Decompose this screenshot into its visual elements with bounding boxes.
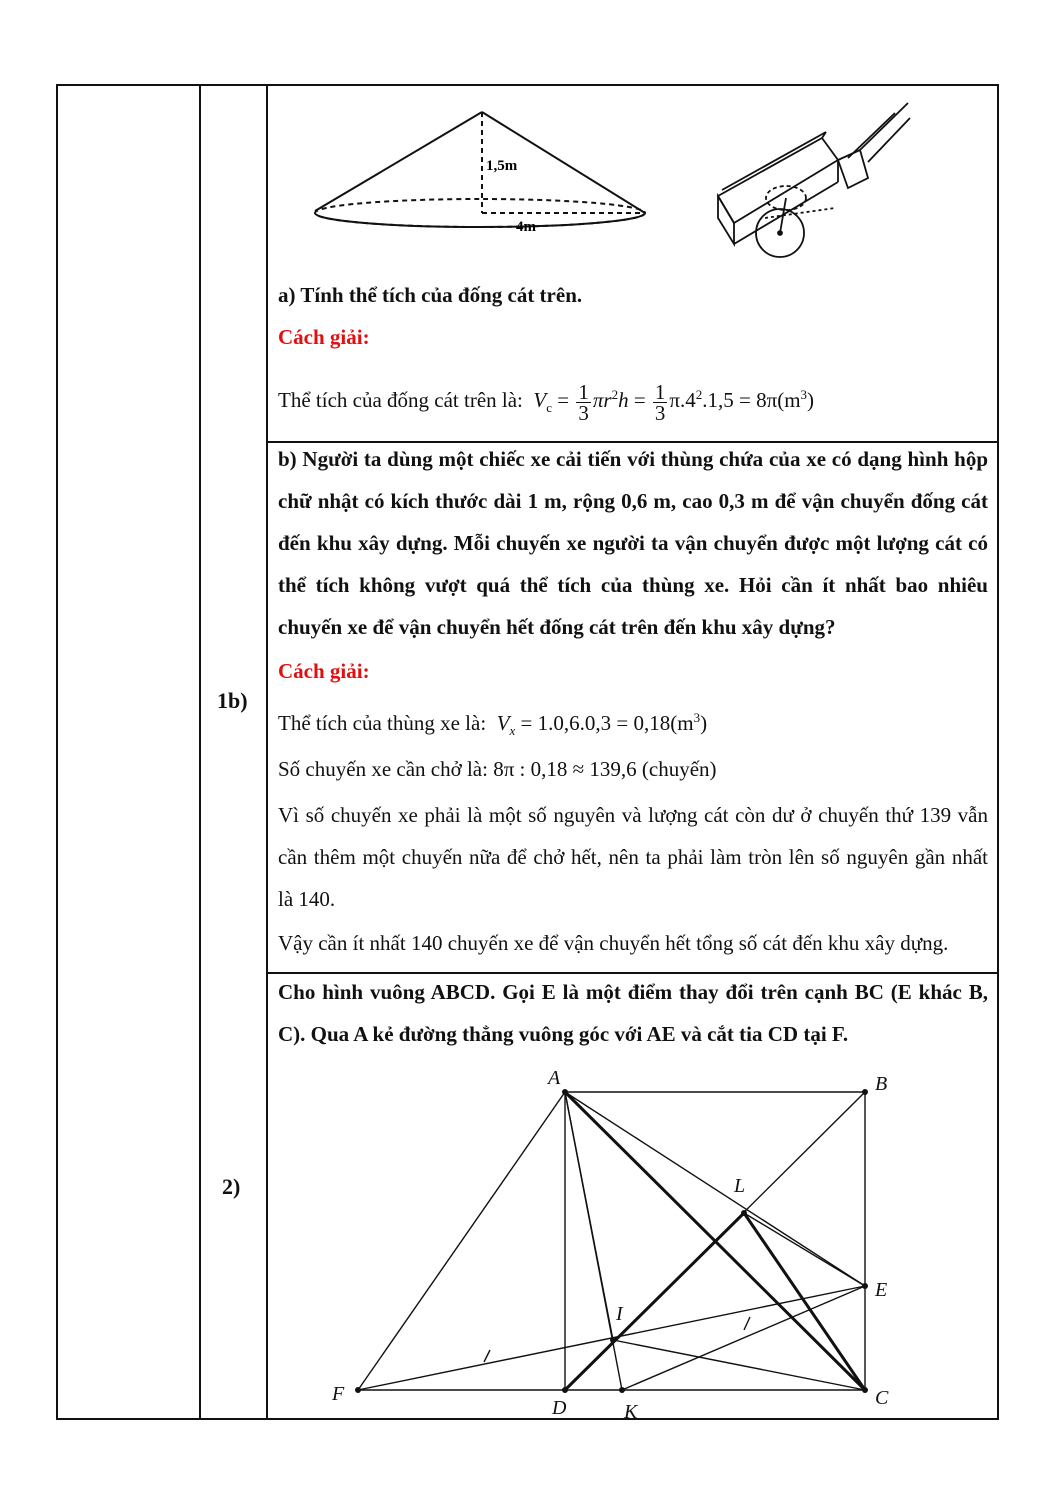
row-label-1b: 1b) <box>217 688 248 713</box>
answer-a-prefix: Thể tích của đống cát trên là: <box>278 388 523 412</box>
point-L-label: L <box>734 1175 746 1197</box>
cone-figure <box>300 100 660 240</box>
question-b-line-1: b) Người ta dùng một chiếc xe cải tiến với thùng chứa của xe có dạng hình hộp <box>278 447 988 471</box>
conclusion-line: Vậy cần ít nhất 140 chuyến xe để vận chuyển hết tổng số cát đến khu xây dựng. <box>278 931 949 955</box>
question-b-line-5: chuyến xe để vận chuyển hết đống cát trên đến khu xây dựng? <box>278 615 836 639</box>
point-E-label: E <box>875 1279 888 1301</box>
question-2: Cho hình vuông ABCD. Gọi E là một điểm thay đổi trên cạnh BC (E khác B, C). Qua A kẻ đường thẳng vuông góc với AE và cắt tia CD tại F. <box>278 980 988 1046</box>
column-divider-2 <box>266 86 268 1418</box>
cone-radius-label: 4m <box>516 219 536 235</box>
point-K-label: K <box>624 1401 638 1420</box>
point-D-label: D <box>552 1397 567 1419</box>
column-divider-1 <box>199 86 201 1418</box>
solution-heading-b: Cách giải: <box>278 659 370 683</box>
solution-heading-a: Cách giải: <box>278 325 370 349</box>
question-b-line-3: đến khu xây dựng. Mỗi chuyến xe người ta vận chuyển được một lượng cát có <box>278 531 988 555</box>
question-b-line-2: chữ nhật có kích thước dài 1 m, rộng 0,6 m, cao 0,3 m để vận chuyển đống cát <box>278 489 988 513</box>
volume-line-b: Thể tích của thùng xe là: $V_x = 1.0,6.0,3 = 0,18(m^3)$ <box>278 710 708 739</box>
cart-figure <box>710 98 920 268</box>
geometry-figure <box>320 1060 920 1420</box>
point-B-label: B <box>875 1073 888 1095</box>
answer-a <box>278 368 814 435</box>
reason-text: Vì số chuyến xe phải là một số nguyên và lượng cát còn dư ở chuyến thứ 139 vẫn cần thêm một chuyến nữa để chở hết, nên ta phải làm tròn lên số nguyên gần nhất là 140. <box>278 803 988 911</box>
point-I-label: I <box>616 1303 623 1325</box>
trips-line: Số chuyến xe cần chở là: 8π : 0,18 ≈ 139,6 (chuyến) <box>278 757 717 781</box>
point-C-label: C <box>875 1387 889 1409</box>
row-label-2: 2) <box>222 1174 241 1199</box>
point-A-label: A <box>548 1067 561 1089</box>
volume-formula: $V_c$ = $\frac{1}{3}$ $\pi r^2h$ = $\frac{1}{3}$ $\pi.4^2.1,5 = 8\pi(m^3)$ <box>533 379 815 425</box>
cone-height-label: 1,5m <box>486 158 518 174</box>
question-b-line-4: thể tích không vượt quá thể tích của thùng xe. Hỏi cần ít nhất bao nhiêu <box>278 573 988 597</box>
question-b <box>278 438 988 648</box>
question-a: a) Tính thể tích của đống cát trên. <box>278 283 583 307</box>
point-F-label: F <box>332 1383 345 1405</box>
